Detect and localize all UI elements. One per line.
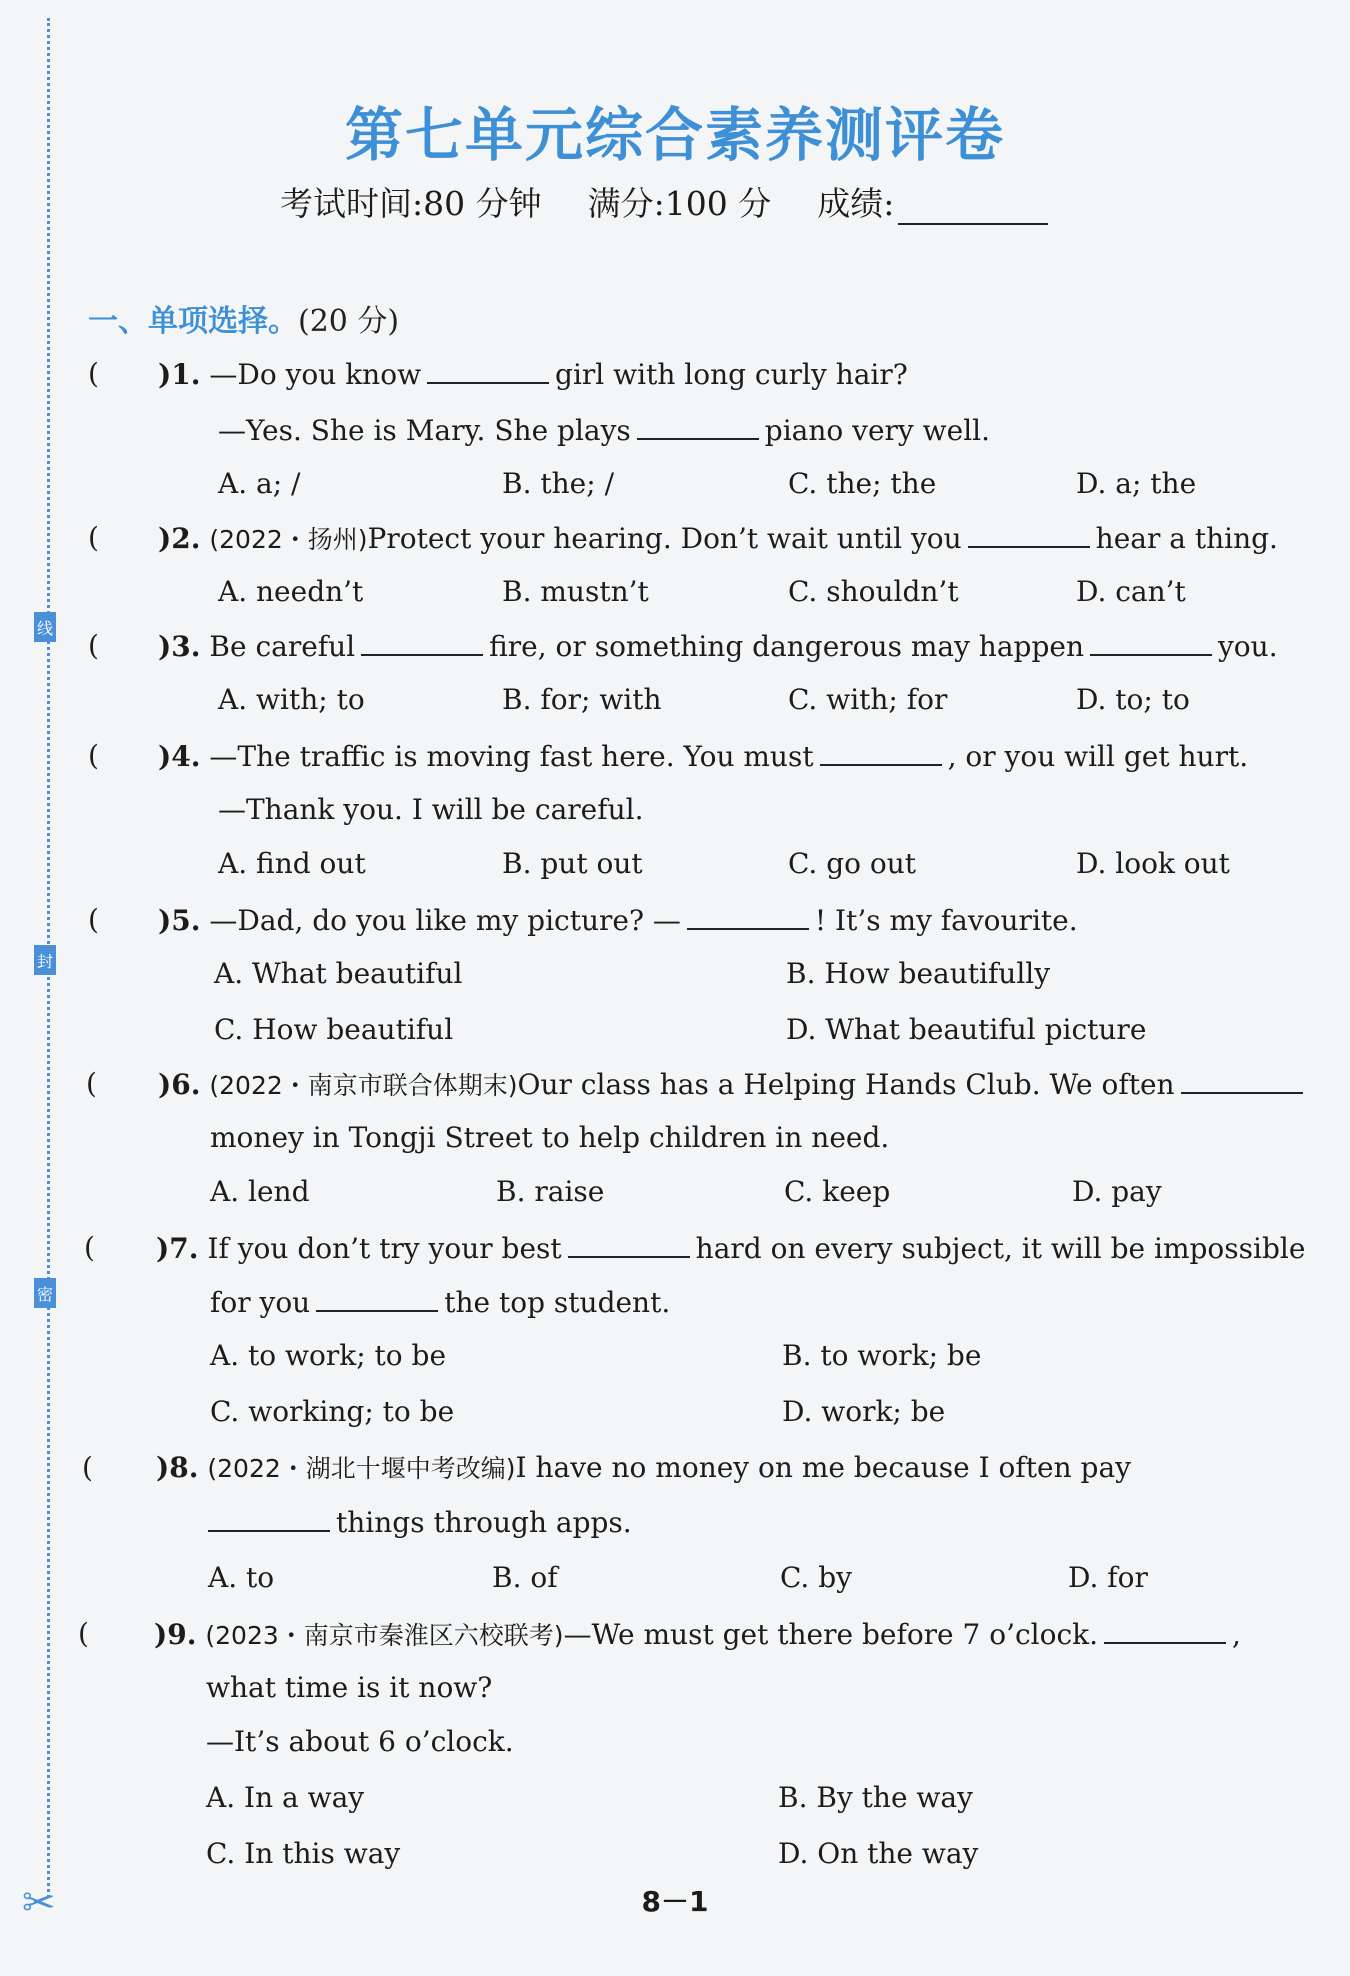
option-b[interactable]: B. mustn’t: [502, 575, 649, 608]
question-number: )5.: [158, 904, 201, 937]
time-label: 考试时间:80 分钟: [280, 184, 542, 223]
option-d[interactable]: D. a; the: [1076, 467, 1197, 500]
question-number: )6.: [158, 1068, 201, 1101]
exam-info: [280, 178, 1048, 225]
answer-blank[interactable]: [361, 628, 483, 656]
question-8-line-2: things through apps.: [208, 1504, 632, 1541]
option-b[interactable]: B. How beautifully: [786, 957, 1051, 990]
option-b[interactable]: B. By the way: [778, 1781, 973, 1814]
option-a[interactable]: A. a; /: [218, 467, 301, 500]
section-heading: [88, 296, 399, 340]
option-d[interactable]: D. for: [1068, 1561, 1148, 1594]
option-a[interactable]: A. find out: [218, 847, 366, 880]
option-c[interactable]: C. shouldn’t: [788, 575, 959, 608]
page-title: 第七单元综合素养测评卷: [344, 101, 1005, 169]
option-d[interactable]: D. What beautiful picture: [786, 1013, 1147, 1046]
section-label: 一、单项选择。: [88, 304, 298, 339]
question-number: )9.: [154, 1618, 197, 1651]
margin-tag-seal: 封: [34, 945, 56, 975]
option-b[interactable]: B. put out: [502, 847, 643, 880]
answer-blank[interactable]: [208, 1504, 330, 1532]
option-d[interactable]: D. pay: [1072, 1175, 1162, 1208]
section-points: (20 分): [298, 304, 400, 339]
answer-blank[interactable]: [687, 902, 809, 930]
score-label: 成绩:: [817, 184, 895, 223]
question-number: )4.: [158, 740, 201, 773]
option-a[interactable]: A. to: [208, 1561, 275, 1594]
question-4-line-2: —Thank you. I will be careful.: [218, 793, 644, 826]
option-a[interactable]: A. to work; to be: [210, 1339, 447, 1372]
full-score-label: 满分:100 分: [587, 184, 772, 223]
option-d[interactable]: D. look out: [1076, 847, 1230, 880]
answer-blank[interactable]: [1090, 628, 1212, 656]
option-d[interactable]: D. On the way: [778, 1837, 979, 1870]
option-d[interactable]: D. to; to: [1076, 683, 1190, 716]
score-blank[interactable]: [898, 191, 1048, 225]
question-source: (2022・南京市联合体期末): [209, 1071, 518, 1100]
page-number: 8－1: [641, 1885, 709, 1918]
option-c[interactable]: C. In this way: [206, 1837, 401, 1870]
answer-blank[interactable]: [1104, 1616, 1226, 1644]
margin-tag-secret: 密: [34, 1278, 56, 1308]
answer-blank[interactable]: [568, 1230, 690, 1258]
option-a[interactable]: A. What beautiful: [214, 957, 463, 990]
option-c[interactable]: C. go out: [788, 847, 917, 880]
option-c[interactable]: C. with; for: [788, 683, 948, 716]
option-c[interactable]: C. working; to be: [210, 1395, 455, 1428]
option-c[interactable]: C. by: [780, 1561, 852, 1594]
scissors-icon: ✂: [22, 1880, 56, 1926]
option-b[interactable]: B. to work; be: [782, 1339, 982, 1372]
option-a[interactable]: A. In a way: [206, 1781, 365, 1814]
option-a[interactable]: A. with; to: [218, 683, 365, 716]
answer-blank[interactable]: [968, 520, 1090, 548]
question-6-line-2: money in Tongji Street to help children in need.: [210, 1121, 890, 1154]
option-a[interactable]: A. needn’t: [218, 575, 364, 608]
answer-blank[interactable]: [637, 412, 759, 440]
option-b[interactable]: B. of: [492, 1561, 558, 1594]
question-number: )3.: [158, 630, 201, 663]
answer-blank[interactable]: [316, 1284, 438, 1312]
exam-page: 线 封 密 ✂ 第七单元综合素养测评卷 考试时间:80 分钟 满分:100 分 成绩: 一、单项选择。(20 分) ( )1. —Do you know girl with long curly hair? —Yes. She is Mary. She plays piano very well. A. a; / B. the; / C. the; the D. a; the ( )2. (2022・扬州)Protect your hearing. Don’t wait until you hear a thing. A. needn’t B. mustn’t C. shouldn’t D. can’t ( )3. Be careful fire, or something dangerous may happen you. A. with; to B. for; with C. with; for D. to; to ( )4. —The traffic is moving fast here. You must , or you will get hurt. —Thank you. I will be careful. A. find out B. put out C. go out D. look out ( )5. —Dad, do you like my picture? — ! It’s my favourite. A. What beautiful B. How beautifully C. How beautiful D. What beautiful picture ( )6. (2022・南京市联合体期末)Our class has a Helping Hands Club. We often money in Tongji Street to help children in need. A. lend B. raise C. keep D. pay ( )7. If you don’t try your best hard on every subject, it will be impossible for you the top student. A. to work; to be B. to work; be C. working; to be D. work; be ( )8. (2022・湖北十堰中考改编)I have no money on me because I often pay things through apps. A. to B. of C. by D. for ( )9. (2023・南京市秦淮区六校联考)—We must get there before 7 o’clock. , what time is it now? —It’s about 6 o’clock. A. In a way B. By the way C. In this way D. On the way 8－1: [0, 0, 1350, 1976]
question-9-line-3: —It’s about 6 o’clock.: [206, 1725, 514, 1758]
option-d[interactable]: D. work; be: [782, 1395, 946, 1428]
option-b[interactable]: B. for; with: [502, 683, 662, 716]
question-7-line-2: for you the top student.: [210, 1286, 671, 1319]
question-source: (2023・南京市秦淮区六校联考): [205, 1621, 564, 1650]
question-number: )2.: [158, 522, 201, 555]
question-source: (2022・湖北十堰中考改编): [207, 1454, 516, 1483]
option-b[interactable]: B. the; /: [502, 467, 614, 500]
option-c[interactable]: C. How beautiful: [214, 1013, 454, 1046]
option-a[interactable]: A. lend: [210, 1175, 310, 1208]
answer-blank[interactable]: [427, 356, 549, 384]
question-number: )7.: [156, 1232, 199, 1265]
answer-blank[interactable]: [1181, 1066, 1303, 1094]
question-number: )1.: [158, 358, 201, 391]
option-b[interactable]: B. raise: [496, 1175, 605, 1208]
margin-tag-line: 线: [34, 612, 56, 642]
option-d[interactable]: D. can’t: [1076, 575, 1186, 608]
question-source: (2022・扬州): [209, 525, 368, 554]
option-c[interactable]: C. the; the: [788, 467, 937, 500]
question-1-line-2: —Yes. She is Mary. She plays piano very well.: [218, 414, 990, 447]
option-c[interactable]: C. keep: [784, 1175, 891, 1208]
question-number: )8.: [156, 1451, 199, 1484]
question-9-line-2: what time is it now?: [206, 1671, 493, 1704]
answer-blank[interactable]: [820, 738, 942, 766]
